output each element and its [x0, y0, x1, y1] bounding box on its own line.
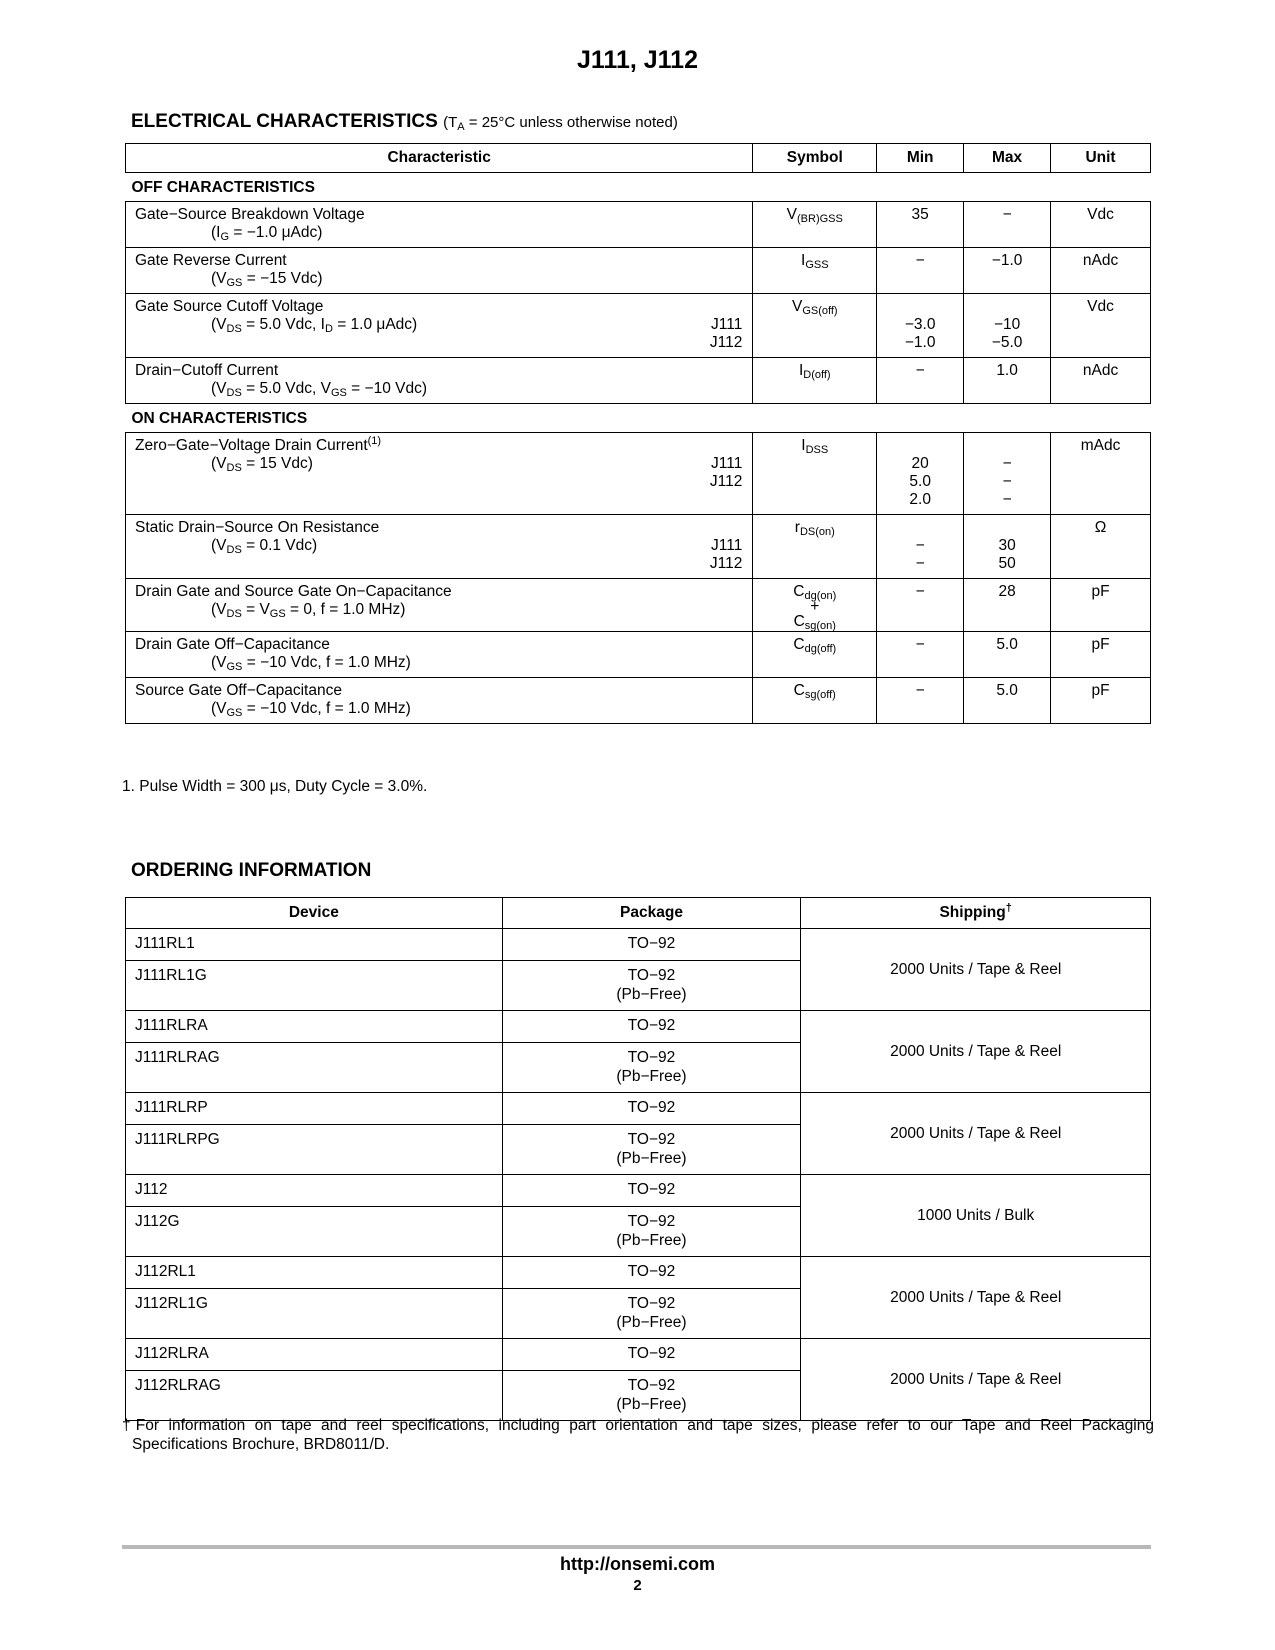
- device-cell: J111RL1: [126, 929, 503, 961]
- column-header: Symbol: [753, 144, 877, 173]
- unit-cell: Vdc: [1051, 294, 1151, 358]
- variant-label: J112: [709, 555, 743, 572]
- table-header-row: [126, 898, 1151, 929]
- package-cell: TO−92 (Pb−Free): [502, 1125, 801, 1175]
- electrical-heading-text: ELECTRICAL CHARACTERISTICS: [131, 111, 438, 132]
- electrical-characteristics-table: [125, 143, 1151, 724]
- unit-cell: pF: [1051, 632, 1151, 678]
- package-cell: TO−92: [502, 1011, 801, 1043]
- characteristic-name: Gate−Source Breakdown Voltage: [135, 206, 365, 223]
- device-cell: J112: [126, 1175, 503, 1207]
- characteristic-name: Gate Reverse Current: [135, 252, 287, 269]
- test-condition: ($V_{GS} = -15$ Vdc): [211, 270, 323, 289]
- device-cell: J111RLRA: [126, 1011, 503, 1043]
- package-cell: TO−92: [502, 929, 801, 961]
- table-row: [126, 515, 1151, 579]
- max-cell: [964, 294, 1051, 358]
- variant-label: J112: [709, 473, 743, 490]
- unit-cell: Vdc: [1051, 202, 1151, 248]
- table-row: [126, 358, 1151, 404]
- min-cell-value: 20: [911, 455, 929, 472]
- symbol-cell: $C_{dg(on)}$ + $C_{sg(on)}$: [753, 579, 877, 632]
- table-row: [126, 579, 1151, 632]
- min-cell-value: 2.0: [909, 491, 931, 508]
- min-cell: −: [877, 358, 964, 404]
- package-cell: TO−92: [502, 1257, 801, 1289]
- max-cell: 5.0: [964, 632, 1051, 678]
- column-header: Package: [502, 898, 801, 929]
- characteristic-name: Drain Gate Off−Capacitance: [135, 636, 330, 653]
- device-cell: J111RL1G: [126, 961, 503, 1011]
- section-title: ON CHARACTERISTICS: [126, 404, 1151, 433]
- device-cell: J112G: [126, 1207, 503, 1257]
- characteristic-cell: [126, 632, 753, 678]
- section-row: [126, 173, 1151, 202]
- max-cell: −: [964, 202, 1051, 248]
- table-row: [126, 294, 1151, 358]
- shipping-cell: 2000 Units / Tape & Reel: [801, 1257, 1151, 1339]
- ordering-footnote: †For information on tape and reel specifications, including part orientation and tape sizes, please refer to our Tape and Reel Packaging Specifications Brochure, BRD8011/D.: [122, 1417, 1154, 1453]
- table-header-row: [126, 144, 1151, 173]
- min-cell-value: −3.0: [904, 316, 936, 333]
- test-condition: ($V_{GS} = -10$ Vdc, f = 1.0 MHz): [211, 700, 411, 719]
- min-cell: [877, 294, 964, 358]
- page-title: J111, J112: [577, 46, 698, 74]
- footer-rule: [122, 1545, 1151, 1549]
- electrical-footnote: 1. Pulse Width = 300 μs, Duty Cycle = 3.0%.: [122, 778, 428, 795]
- characteristic-name: Static Drain−Source On Resistance: [135, 519, 380, 536]
- unit-cell: Ω: [1051, 515, 1151, 579]
- package-cell: TO−92 (Pb−Free): [502, 1289, 801, 1339]
- test-condition: ($V_{DS} = 15$ Vdc) J111: [211, 455, 743, 474]
- max-cell-value: −: [1002, 491, 1012, 508]
- shipping-cell: 2000 Units / Tape & Reel: [801, 1093, 1151, 1175]
- shipping-cell: 2000 Units / Tape & Reel: [801, 1011, 1151, 1093]
- characteristic-cell: [126, 358, 753, 404]
- test-condition: ($I_G = -1.0$ μAdc): [211, 224, 323, 243]
- max-cell: [964, 433, 1051, 515]
- min-cell-value: −: [915, 537, 925, 554]
- max-cell-value: 30: [998, 537, 1016, 554]
- unit-cell: pF: [1051, 579, 1151, 632]
- max-cell-value: −: [1002, 455, 1012, 472]
- max-cell: 1.0: [964, 358, 1051, 404]
- table-row: [126, 632, 1151, 678]
- min-cell: 35: [877, 202, 964, 248]
- characteristic-cell: [126, 294, 753, 358]
- test-condition: ($V_{DS} = 5.0$ Vdc, $I_D = 1.0$ μAdc) J111: [211, 316, 743, 335]
- characteristic-name: Source Gate Off−Capacitance: [135, 682, 342, 699]
- ordering-heading: ORDERING INFORMATION: [131, 860, 372, 881]
- page-number: 2: [633, 1577, 642, 1594]
- column-header: Characteristic: [126, 144, 753, 173]
- min-cell: −: [877, 678, 964, 724]
- characteristic-cell: [126, 678, 753, 724]
- characteristic-cell: [126, 202, 753, 248]
- min-cell: [877, 515, 964, 579]
- min-cell-value: 5.0: [909, 473, 931, 490]
- package-cell: TO−92 (Pb−Free): [502, 1207, 801, 1257]
- unit-cell: nAdc: [1051, 248, 1151, 294]
- max-cell: −1.0: [964, 248, 1051, 294]
- table-row: [126, 248, 1151, 294]
- shipping-cell: 2000 Units / Tape & Reel: [801, 929, 1151, 1011]
- device-cell: J112RL1: [126, 1257, 503, 1289]
- characteristic-cell: [126, 515, 753, 579]
- column-header: Min: [877, 144, 964, 173]
- electrical-heading: [131, 111, 678, 133]
- ordering-information-table: [125, 897, 1151, 1421]
- symbol-cell: $V_{(BR)GSS}$: [753, 202, 877, 248]
- column-header: Shipping†: [801, 898, 1151, 929]
- min-cell: −: [877, 632, 964, 678]
- test-condition: ($V_{DS} = 5.0$ Vdc, $V_{GS} = -10$ Vdc): [211, 380, 428, 399]
- symbol-cell: $I_{D(off)}$: [753, 358, 877, 404]
- characteristic-name: Drain Gate and Source Gate On−Capacitance: [135, 583, 452, 600]
- characteristic-name: Gate Source Cutoff Voltage: [135, 298, 324, 315]
- variant-label: J111: [711, 316, 743, 333]
- max-cell-value: −: [1002, 473, 1012, 490]
- package-cell: TO−92: [502, 1093, 801, 1125]
- test-condition: ($V_{DS} = V_{GS} = 0$, f = 1.0 MHz): [211, 601, 406, 620]
- device-cell: J111RLRAG: [126, 1043, 503, 1093]
- unit-cell: mAdc: [1051, 433, 1151, 515]
- column-header: Max: [964, 144, 1051, 173]
- dagger-mark: †: [122, 1417, 136, 1434]
- min-cell: [877, 433, 964, 515]
- column-header: Device: [126, 898, 503, 929]
- shipping-cell: 1000 Units / Bulk: [801, 1175, 1151, 1257]
- symbol-cell: $V_{GS(off)}$: [753, 294, 877, 358]
- max-cell-value: 50: [998, 555, 1016, 572]
- package-cell: TO−92 (Pb−Free): [502, 961, 801, 1011]
- characteristic-name: Drain−Cutoff Current: [135, 362, 279, 379]
- table-row: [126, 1257, 1151, 1289]
- package-cell: TO−92: [502, 1175, 801, 1207]
- variant-label: J111: [711, 537, 743, 554]
- max-cell-value: −5.0: [991, 334, 1023, 351]
- package-cell: TO−92 (Pb−Free): [502, 1043, 801, 1093]
- max-cell: [964, 515, 1051, 579]
- section-row: [126, 404, 1151, 433]
- table-row: [126, 202, 1151, 248]
- symbol-cell: $I_{GSS}$: [753, 248, 877, 294]
- max-cell: 5.0: [964, 678, 1051, 724]
- package-cell: TO−92 (Pb−Free): [502, 1371, 801, 1421]
- table-row: [126, 1175, 1151, 1207]
- max-cell-value: −10: [993, 316, 1021, 333]
- symbol-cell: $r_{DS(on)}$: [753, 515, 877, 579]
- test-condition: ($V_{GS} = -10$ Vdc, f = 1.0 MHz): [211, 654, 411, 673]
- table-row: [126, 1011, 1151, 1043]
- table-row: [126, 1093, 1151, 1125]
- min-cell: −: [877, 248, 964, 294]
- device-cell: J112RL1G: [126, 1289, 503, 1339]
- max-cell: 28: [964, 579, 1051, 632]
- min-cell-value: −1.0: [904, 334, 936, 351]
- unit-cell: pF: [1051, 678, 1151, 724]
- min-cell: −: [877, 579, 964, 632]
- table-row: [126, 1339, 1151, 1371]
- electrical-heading-note: ($T_A = 25^\circ C$ unless otherwise noted): [443, 114, 678, 133]
- symbol-cell: $I_{DSS}$: [753, 433, 877, 515]
- characteristic-cell: [126, 248, 753, 294]
- table-row: [126, 433, 1151, 515]
- device-cell: J111RLRPG: [126, 1125, 503, 1175]
- characteristic-cell: [126, 579, 753, 632]
- characteristic-cell: [126, 433, 753, 515]
- min-cell-value: −: [915, 555, 925, 572]
- shipping-cell: 2000 Units / Tape & Reel: [801, 1339, 1151, 1421]
- table-row: [126, 678, 1151, 724]
- section-title: OFF CHARACTERISTICS: [126, 173, 1151, 202]
- device-cell: J112RLRA: [126, 1339, 503, 1371]
- symbol-cell: $C_{sg(off)}$: [753, 678, 877, 724]
- symbol-cell: $C_{dg(off)}$: [753, 632, 877, 678]
- device-cell: J112RLRAG: [126, 1371, 503, 1421]
- unit-cell: nAdc: [1051, 358, 1151, 404]
- characteristic-name: Zero−Gate−Voltage Drain Current$^{(1)}$: [135, 435, 382, 454]
- table-row: [126, 929, 1151, 961]
- variant-label: J112: [709, 334, 743, 351]
- variant-label: J111: [711, 455, 743, 472]
- package-cell: TO−92: [502, 1339, 801, 1371]
- column-header: Unit: [1051, 144, 1151, 173]
- device-cell: J111RLRP: [126, 1093, 503, 1125]
- footer-link[interactable]: http://onsemi.com: [559, 1554, 715, 1574]
- test-condition: ($V_{DS} = 0.1$ Vdc) J111: [211, 537, 743, 556]
